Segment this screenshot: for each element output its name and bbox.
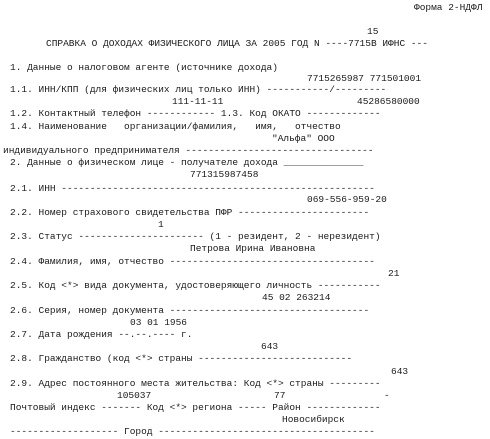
district-dash-value: -	[384, 390, 390, 401]
line-2-2-pfr: 2.2. Номер страхового свидетельства ПФР -----------------------	[10, 207, 370, 218]
agent-inn-kpp-value: 7715265987 771501001	[307, 73, 422, 84]
postal-code-value: 105037	[117, 390, 152, 401]
agent-okato-value: 45286580000	[357, 96, 420, 107]
form-label: Форма 2-НДФЛ	[414, 2, 483, 13]
status-value: 1	[158, 219, 164, 230]
line-2-6-doc-number: 2.6. Серия, номер документа -----------------------------------	[10, 305, 370, 316]
line-1-4-org-name: 1.4. Наименование организации/фамилия, имя, отчество	[10, 121, 341, 132]
district-value: Новосибирск	[282, 414, 345, 425]
section-1-heading: 1. Данные о налоговом агенте (источнике дохода)	[10, 62, 278, 73]
title-superscript: 15	[367, 26, 379, 37]
section-2-heading: 2. Данные о физическом лице - получателе дохода ______________	[10, 157, 364, 168]
doc-code-value: 21	[388, 268, 400, 279]
line-2-8-citizenship: 2.8. Гражданство (код <*> страны ---------------------------	[10, 353, 353, 364]
line-1-2-phone-okato: 1.2. Контактный телефон ------------ 1.3. Код ОКАТО -------------	[10, 108, 381, 119]
person-fio-value: Петрова Ирина Ивановна	[190, 243, 316, 254]
region-code-value: 77	[274, 390, 286, 401]
person-inn-value: 771315987458	[190, 169, 259, 180]
line-1-1-inn-kpp: 1.1. ИНН/КПП (для физических лиц только ИНН) -----------/---------	[10, 84, 387, 95]
agent-phone-value: 111-11-11	[172, 96, 224, 107]
pfr-number-value: 069-556-959-20	[307, 194, 387, 205]
line-postal-region: Почтовый индекс ------- Код <*> региона ----- Район -------------	[10, 402, 381, 413]
citizenship-value: 643	[261, 341, 279, 352]
line-1-4-continuation: индивидуального предпринимателя ---------------------------------	[3, 145, 374, 156]
line-2-5-doc-code: 2.5. Код <*> вида документа, удостоверяющего личность -----------	[10, 280, 381, 291]
line-city: ------------------- Город --------------------------------------	[10, 426, 375, 437]
doc-number-value: 45 02 263214	[262, 292, 331, 303]
line-2-3-status: 2.3. Статус ---------------------- (1 - резидент, 2 - нерезидент)	[10, 231, 381, 242]
birth-date-value: 03 01 1956	[130, 317, 188, 328]
line-2-9-address: 2.9. Адрес постоянного места жительства: Код <*> страны ---------	[10, 378, 381, 389]
page-title: СПРАВКА О ДОХОДАХ ФИЗИЧЕСКОГО ЛИЦА ЗА 2005 ГОД N ----7715В ИФНС ---	[46, 38, 428, 49]
line-2-1-inn: 2.1. ИНН -------------------------------------------------------	[10, 183, 375, 194]
line-2-7-birth-date: 2.7. Дата рождения --.--.---- г.	[10, 329, 193, 340]
address-country-value: 643	[391, 366, 409, 377]
agent-org-name-value: "Альфа" ООО	[272, 133, 335, 144]
line-2-4-fio: 2.4. Фамилия, имя, отчество ------------------------------------	[10, 256, 375, 267]
